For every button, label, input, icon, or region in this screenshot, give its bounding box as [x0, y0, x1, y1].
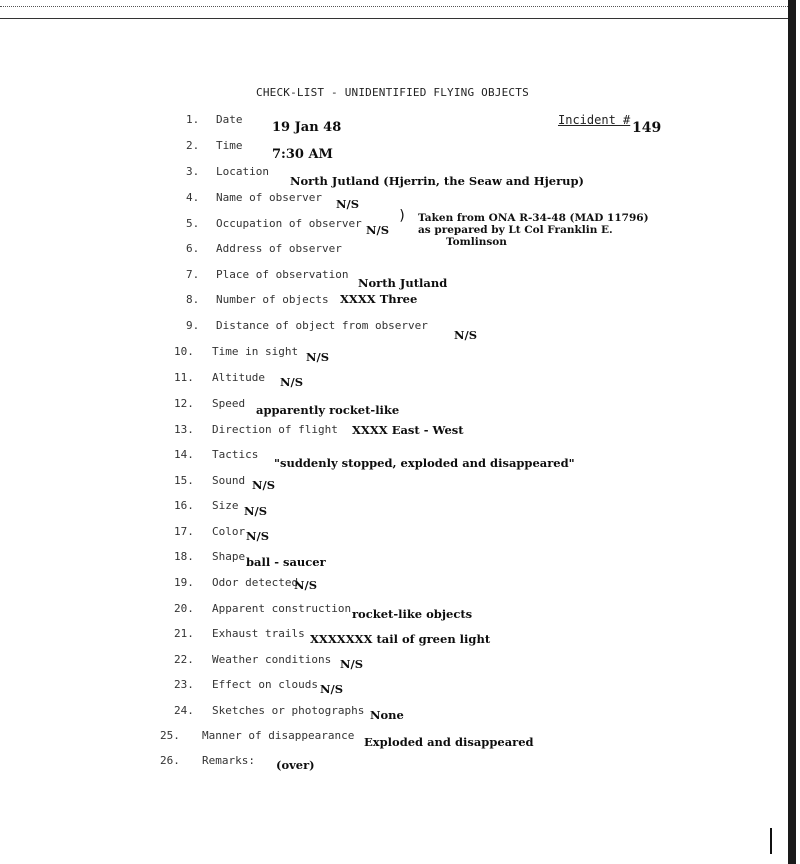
- item-answer: N/S: [246, 529, 270, 543]
- source-note-line: Taken from ONA R-34-48 (MAD 11796): [418, 212, 649, 224]
- item-number: 4.: [186, 191, 200, 204]
- item-number: 14.: [174, 448, 194, 461]
- item-number: 21.: [174, 627, 194, 640]
- item-number: 12.: [174, 397, 194, 410]
- item-number: 15.: [174, 474, 194, 487]
- item-number: 8.: [186, 293, 200, 306]
- item-row: [186, 242, 342, 255]
- item-row: [160, 729, 354, 742]
- item-row: [186, 139, 243, 152]
- item-answer: 19 Jan 48: [272, 120, 342, 135]
- page-title: CHECK-LIST - UNIDENTIFIED FLYING OBJECTS: [256, 86, 529, 99]
- item-row: [186, 293, 329, 306]
- item-label: Occupation of observer: [216, 217, 362, 230]
- item-answer: N/S: [280, 375, 304, 389]
- item-label: Effect on clouds: [212, 678, 318, 691]
- item-answer: XXXX Three: [340, 292, 418, 306]
- item-label: Name of observer: [216, 191, 322, 204]
- item-row: [174, 448, 258, 461]
- item-label: Color: [212, 525, 246, 538]
- item-number: 22.: [174, 653, 194, 666]
- item-row: [160, 754, 255, 767]
- incident-label: Incident #: [558, 113, 631, 127]
- item-label: Address of observer: [216, 242, 342, 255]
- item-row: [186, 319, 428, 332]
- item-number: 1.: [186, 113, 200, 126]
- bracket-mark: ): [398, 208, 407, 224]
- item-row: [174, 397, 245, 410]
- item-number: 3.: [186, 165, 200, 178]
- item-label: Odor detected: [212, 576, 299, 589]
- item-label: Exhaust trails: [212, 627, 305, 640]
- item-label: Distance of object from observer: [216, 319, 428, 332]
- item-row: [174, 704, 364, 717]
- item-label: Sound: [212, 474, 246, 487]
- item-answer: Exploded and disappeared: [364, 735, 534, 749]
- source-note-line: Tomlinson: [446, 236, 507, 248]
- item-label: Altitude: [212, 371, 265, 384]
- item-row: [174, 602, 351, 615]
- item-number: 11.: [174, 371, 194, 384]
- incident-field: [558, 113, 630, 127]
- item-number: 10.: [174, 345, 194, 358]
- item-label: Remarks:: [202, 754, 255, 767]
- top-rule: [0, 18, 790, 19]
- item-row: [174, 474, 245, 487]
- item-answer: N/S: [336, 197, 360, 211]
- item-answer: apparently rocket-like: [256, 403, 400, 417]
- item-answer: N/S: [306, 350, 330, 364]
- item-number: 18.: [174, 550, 194, 563]
- item-label: Time: [216, 139, 243, 152]
- item-row: [174, 499, 239, 512]
- item-number: 9.: [186, 319, 200, 332]
- item-number: 13.: [174, 423, 194, 436]
- item-number: 24.: [174, 704, 194, 717]
- item-number: 25.: [160, 729, 180, 742]
- item-number: 7.: [186, 268, 200, 281]
- item-row: [186, 113, 243, 126]
- item-row: [174, 345, 298, 358]
- item-row: [174, 423, 338, 436]
- item-row: [174, 550, 245, 563]
- item-row: [186, 191, 322, 204]
- item-label: Manner of disappearance: [202, 729, 355, 742]
- item-label: Number of objects: [216, 293, 329, 306]
- item-row: [174, 653, 331, 666]
- source-note: [418, 212, 649, 248]
- item-answer: North Jutland (Hjerrin, the Seaw and Hjerup): [290, 174, 584, 188]
- item-answer: N/S: [366, 223, 390, 237]
- item-number: 2.: [186, 139, 200, 152]
- item-number: 19.: [174, 576, 194, 589]
- item-answer: N/S: [340, 657, 364, 671]
- item-answer: N/S: [454, 328, 478, 342]
- item-label: Sketches or photographs: [212, 704, 365, 717]
- item-answer: 7:30 AM: [272, 147, 333, 162]
- item-answer: "suddenly stopped, exploded and disappeared": [274, 456, 575, 470]
- item-number: 26.: [160, 754, 180, 767]
- item-row: [186, 268, 348, 281]
- item-label: Location: [216, 165, 269, 178]
- item-number: 16.: [174, 499, 194, 512]
- item-label: Apparent construction: [212, 602, 352, 615]
- item-row: [186, 165, 269, 178]
- item-answer: North Jutland: [358, 276, 448, 290]
- item-label: Time in sight: [212, 345, 299, 358]
- item-number: 17.: [174, 525, 194, 538]
- item-label: Shape: [212, 550, 246, 563]
- item-number: 23.: [174, 678, 194, 691]
- item-number: 6.: [186, 242, 200, 255]
- item-number: 20.: [174, 602, 194, 615]
- item-answer: XXXXXXX tail of green light: [310, 632, 491, 646]
- item-answer: (over): [276, 758, 315, 772]
- item-label: Tactics: [212, 448, 259, 461]
- item-answer: XXXX East - West: [352, 423, 464, 437]
- item-label: Date: [216, 113, 243, 126]
- item-label: Place of observation: [216, 268, 349, 281]
- item-label: Speed: [212, 397, 246, 410]
- item-number: 5.: [186, 217, 200, 230]
- item-row: [174, 576, 298, 589]
- item-answer: N/S: [252, 478, 276, 492]
- item-answer: rocket-like objects: [352, 607, 473, 621]
- item-answer: N/S: [244, 504, 268, 518]
- scan-edge: [788, 0, 796, 864]
- item-answer: N/S: [320, 682, 344, 696]
- item-row: [174, 525, 245, 538]
- item-row: [174, 371, 265, 384]
- item-row: [174, 627, 305, 640]
- item-answer: N/S: [294, 578, 318, 592]
- item-answer: ball - saucer: [246, 555, 326, 569]
- scan-mark: [770, 828, 772, 854]
- item-answer: None: [370, 708, 404, 722]
- top-dotted-border: [0, 6, 790, 7]
- item-label: Size: [212, 499, 239, 512]
- item-row: [174, 678, 318, 691]
- item-label: Weather conditions: [212, 653, 332, 666]
- item-label: Direction of flight: [212, 423, 338, 436]
- item-row: [186, 217, 362, 230]
- incident-number: 149: [632, 120, 662, 136]
- source-note-line: as prepared by Lt Col Franklin E.: [418, 224, 613, 236]
